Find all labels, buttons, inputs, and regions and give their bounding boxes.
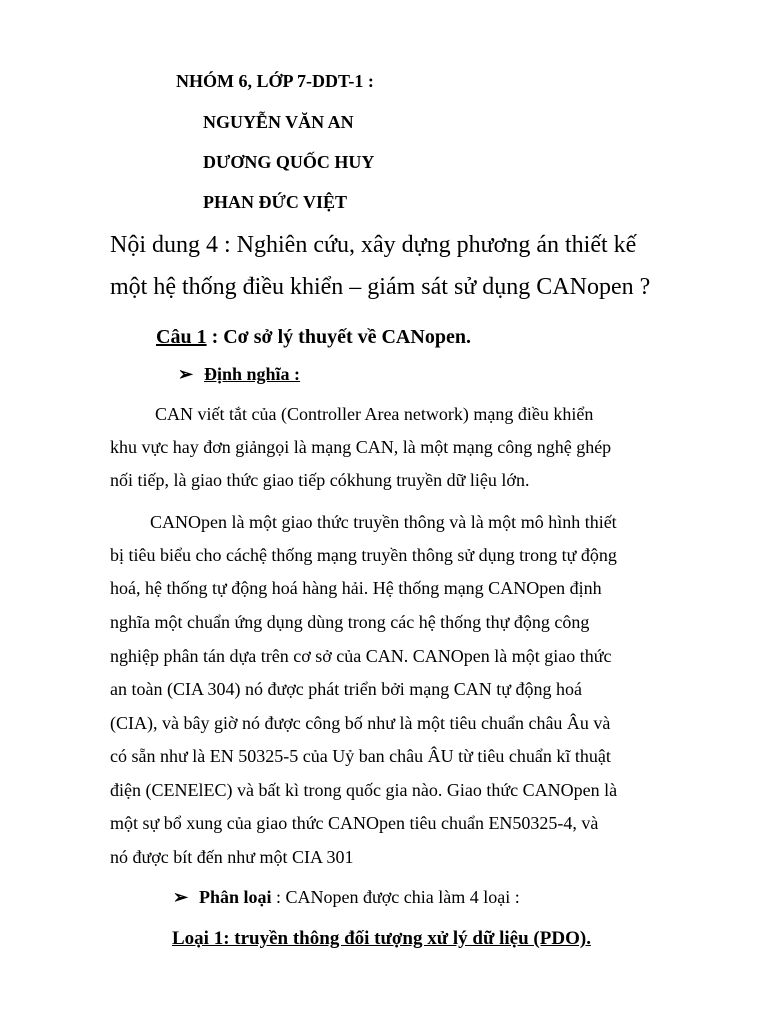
paragraph-line: bị tiêu biểu cho cáchệ thống mạng truyền thông sử dụng trong tự động [110,545,617,565]
paragraph-line: nó được bít đến như một CIA 301 [110,847,354,867]
paragraph-line: điện (CENElEC) và bất kì trong quốc gia nào. Giao thức CANOpen là [110,780,618,800]
topic-line: Nội dung 4 : Nghiên cứu, xây dựng phương án thiết kế [110,232,637,258]
arrow-bullet-icon: ➢ [173,887,189,907]
classification-text: : CANopen được chia làm 4 loại : [271,887,520,907]
paragraph-line: nghiệp phân tán dựa trên cơ sở của CAN. CANOpen là một giao thức [110,646,612,666]
paragraph-line: nghĩa một chuẩn ứng dụng dùng trong các hệ thống thự động công [110,612,590,632]
paragraph-line: hoá, hệ thống tự động hoá hàng hải. Hệ thống mạng CANOpen định [110,578,602,598]
topic-line: một hệ thống điều khiển – giám sát sử dụng CANopen ? [110,274,651,300]
question-title: : Cơ sở lý thuyết về CANopen. [206,326,471,348]
paragraph-line: an toàn (CIA 304) nó được phát triển bởi mạng CAN tự động hoá [110,679,582,699]
type-heading: Loại 1: truyền thông đối tượng xử lý dữ liệu (PDO). [172,928,591,949]
paragraph-line: (CIA), và bây giờ nó được công bố như là một tiêu chuẩn châu Âu và [110,713,611,733]
paragraph-line: nối tiếp, là giao thức giao tiếp cókhung truyền dữ liệu lớn. [110,470,530,490]
definition-label: Định nghĩa : [204,364,301,384]
paragraph-line: có sẵn như là EN 50325-5 của Uỷ ban châu ÂU từ tiêu chuẩn kĩ thuật [110,746,611,766]
question-heading [156,326,471,349]
member-name: NGUYỄN VĂN AN [203,112,354,132]
member-name: DƯƠNG QUỐC HUY [203,152,375,172]
classification-heading [173,887,520,908]
question-label: Câu 1 [156,326,207,348]
paragraph-line: CANOpen là một giao thức truyền thông và là một mô hình thiết [150,512,617,532]
paragraph-line: một sự bổ xung của giao thức CANOpen tiêu chuẩn EN50325-4, và [110,813,599,833]
arrow-bullet-icon: ➢ [178,364,194,384]
paragraph-line: CAN viết tắt của (Controller Area network) mạng điều khiển [155,404,594,424]
definition-heading [178,364,300,385]
paragraph-line: khu vực hay đơn giảngọi là mạng CAN, là một mạng công nghệ ghép [110,437,612,457]
classification-label: Phân loại [199,887,272,907]
member-name: PHAN ĐỨC VIỆT [203,192,348,212]
group-heading: NHÓM 6, LỚP 7-DDT-1 : [176,71,374,91]
